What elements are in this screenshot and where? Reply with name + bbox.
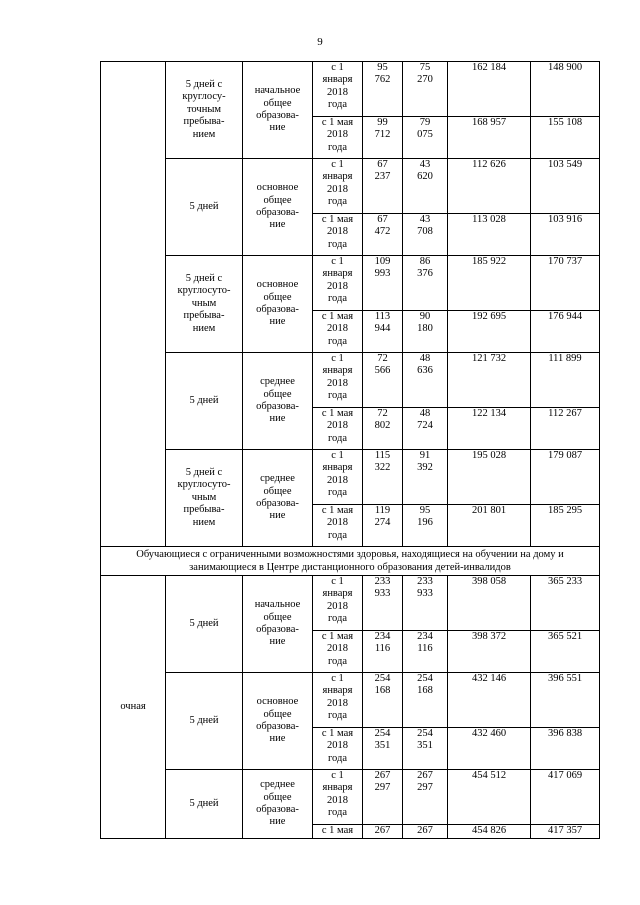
count-cell-2: 254 168 [403,673,448,728]
table-row [101,576,600,631]
level-cell: среднее общее образова- ние [243,770,313,839]
count-cell-2: 91 392 [403,450,448,505]
date-cell: с 1 мая 2018 года [313,408,363,450]
amount-cell-2: 148 900 [531,62,600,117]
amount-cell-1: 185 922 [448,256,531,311]
page-number: 9 [317,36,323,48]
amount-cell-1: 121 732 [448,353,531,408]
amount-cell-1: 454 826 [448,825,531,839]
amount-cell-2: 179 087 [531,450,600,505]
amount-cell-1: 432 460 [448,728,531,770]
amount-cell-2: 112 267 [531,408,600,450]
amount-cell-1: 201 801 [448,505,531,547]
amount-cell-1: 113 028 [448,214,531,256]
count-cell-1: 233 933 [363,576,403,631]
level-cell: основное общее образова- ние [243,256,313,353]
amount-cell-2: 176 944 [531,311,600,353]
count-cell-1: 67 472 [363,214,403,256]
count-cell-1: 113 944 [363,311,403,353]
count-cell-1: 254 351 [363,728,403,770]
amount-cell-1: 168 957 [448,117,531,159]
date-cell: с 1 января 2018 года [313,673,363,728]
mode-cell: 5 дней [166,770,243,839]
amount-cell-2: 417 069 [531,770,600,825]
count-cell-2: 267 297 [403,770,448,825]
date-cell: с 1 мая 2018 года [313,728,363,770]
mode-cell: 5 дней [166,159,243,256]
level-cell: основное общее образова- ние [243,159,313,256]
date-cell: с 1 января 2018 года [313,353,363,408]
date-cell: с 1 января 2018 года [313,576,363,631]
amount-cell-2: 185 295 [531,505,600,547]
amount-cell-1: 162 184 [448,62,531,117]
table-row [101,62,600,117]
amount-cell-2: 365 521 [531,631,600,673]
count-cell-1: 119 274 [363,505,403,547]
amount-cell-2: 155 108 [531,117,600,159]
date-cell: с 1 января 2018 года [313,450,363,505]
count-cell-2: 234 116 [403,631,448,673]
count-cell-1: 115 322 [363,450,403,505]
date-cell: с 1 мая 2018 года [313,117,363,159]
amount-cell-1: 122 134 [448,408,531,450]
count-cell-1: 72 802 [363,408,403,450]
mode-cell: 5 дней [166,673,243,770]
level-cell: начальное общее образова- ние [243,62,313,159]
date-cell: с 1 января 2018 года [313,159,363,214]
date-cell: с 1 января 2018 года [313,256,363,311]
table-row [101,353,600,408]
mode-cell: 5 дней с круглосуто- чным пребыва- нием [166,450,243,547]
count-cell-1: 267 297 [363,770,403,825]
amount-cell-2: 396 838 [531,728,600,770]
amount-cell-2: 103 916 [531,214,600,256]
table-row [101,673,600,728]
mode-cell: 5 дней с круглосу- точным пребыва- нием [166,62,243,159]
level-cell: основное общее образова- ние [243,673,313,770]
count-cell-2: 75 270 [403,62,448,117]
amount-cell-2: 365 233 [531,576,600,631]
count-cell-1: 234 116 [363,631,403,673]
table-row [101,450,600,505]
amount-cell-1: 398 058 [448,576,531,631]
amount-cell-2: 170 737 [531,256,600,311]
count-cell-1: 267 [363,825,403,839]
level-cell: начальное общее образова- ние [243,576,313,673]
amount-cell-2: 103 549 [531,159,600,214]
count-cell-2: 95 196 [403,505,448,547]
count-cell-1: 95 762 [363,62,403,117]
amount-cell-1: 432 146 [448,673,531,728]
table-row [101,547,600,576]
amount-cell-2: 111 899 [531,353,600,408]
mode-cell: 5 дней с круглосуто- чным пребыва- нием [166,256,243,353]
amount-cell-1: 454 512 [448,770,531,825]
amount-cell-1: 195 028 [448,450,531,505]
count-cell-2: 267 [403,825,448,839]
form-cell-empty [101,62,166,547]
count-cell-2: 79 075 [403,117,448,159]
table-row [101,159,600,214]
date-cell: с 1 мая 2018 года [313,505,363,547]
count-cell-2: 233 933 [403,576,448,631]
count-cell-2: 48 724 [403,408,448,450]
level-cell: среднее общее образова- ние [243,450,313,547]
table-row [101,770,600,825]
section-header: Обучающиеся с ограниченными возможностями здоровья, находящиеся на обучении на дому и занимающиеся в Центре дистанционного образования детей-инвалидов [101,547,600,576]
date-cell: с 1 мая 2018 года [313,311,363,353]
table-row [101,256,600,311]
date-cell: с 1 мая 2018 года [313,631,363,673]
date-cell: с 1 января 2018 года [313,770,363,825]
tuition-rate-table [100,61,600,839]
count-cell-1: 254 168 [363,673,403,728]
count-cell-2: 86 376 [403,256,448,311]
amount-cell-2: 396 551 [531,673,600,728]
count-cell-2: 48 636 [403,353,448,408]
date-cell: с 1 января 2018 года [313,62,363,117]
level-cell: среднее общее образова- ние [243,353,313,450]
count-cell-2: 43 620 [403,159,448,214]
form-cell: очная [101,576,166,839]
amount-cell-1: 112 626 [448,159,531,214]
date-cell: с 1 мая [313,825,363,839]
count-cell-1: 72 566 [363,353,403,408]
date-cell: с 1 мая 2018 года [313,214,363,256]
count-cell-1: 109 993 [363,256,403,311]
amount-cell-1: 192 695 [448,311,531,353]
amount-cell-2: 417 357 [531,825,600,839]
mode-cell: 5 дней [166,576,243,673]
amount-cell-1: 398 372 [448,631,531,673]
count-cell-1: 67 237 [363,159,403,214]
count-cell-2: 90 180 [403,311,448,353]
count-cell-2: 254 351 [403,728,448,770]
count-cell-1: 99 712 [363,117,403,159]
count-cell-2: 43 708 [403,214,448,256]
mode-cell: 5 дней [166,353,243,450]
